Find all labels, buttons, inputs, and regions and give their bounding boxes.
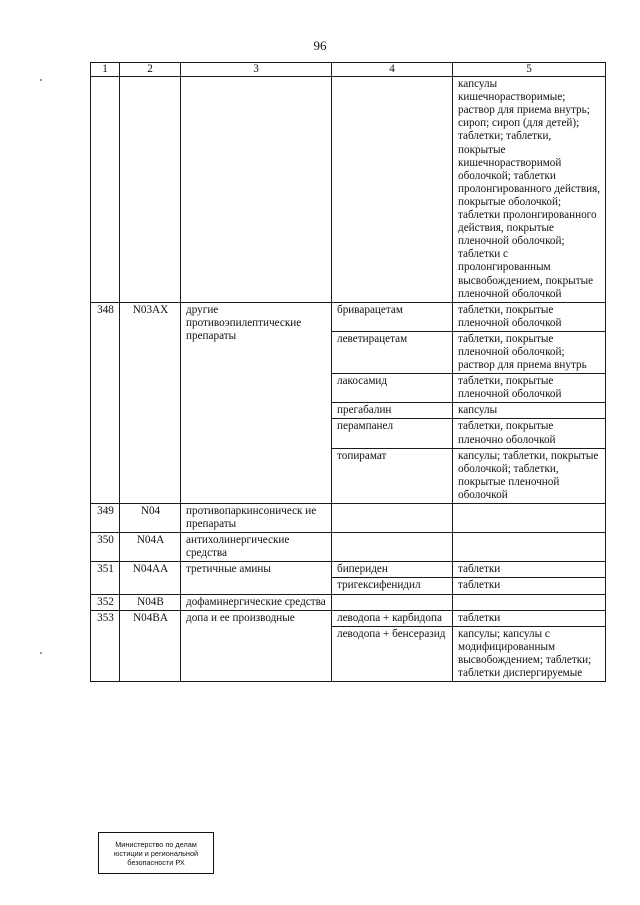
drug-cell: прегабалин bbox=[332, 403, 453, 419]
group-cell bbox=[181, 77, 332, 303]
form-cell: таблетки bbox=[453, 578, 606, 594]
drug-cell: леводопа + бенсеразид bbox=[332, 626, 453, 681]
code-cell bbox=[120, 77, 181, 303]
form-cell: таблетки, покрытые пленочной оболочкой bbox=[453, 302, 606, 331]
group-cell: антихолинергические средства bbox=[181, 533, 332, 562]
table-row-348 bbox=[91, 302, 606, 331]
num-cell: 348 bbox=[91, 302, 120, 503]
margin-mark bbox=[40, 652, 42, 654]
num-cell: 349 bbox=[91, 504, 120, 533]
drug-cell bbox=[332, 594, 453, 610]
form-cell: таблетки bbox=[453, 562, 606, 578]
drug-cell: топирамат bbox=[332, 448, 453, 503]
table-row-continuation bbox=[91, 77, 606, 303]
table-row-352 bbox=[91, 594, 606, 610]
stamp-line: юстиции и региональной bbox=[113, 848, 199, 858]
drug-cell: перампанел bbox=[332, 419, 453, 448]
drug-cell: леветирацетам bbox=[332, 331, 453, 373]
header-cell: 2 bbox=[120, 63, 181, 77]
form-cell: таблетки, покрытые пленочной оболочкой; раствор для приема внутрь bbox=[453, 331, 606, 373]
group-cell: противопаркинсоническ ие препараты bbox=[181, 504, 332, 533]
stamp-line: Министерство по делам bbox=[115, 839, 197, 849]
num-cell bbox=[91, 77, 120, 303]
code-cell: N03AX bbox=[120, 302, 181, 503]
group-cell: дофаминергические средства bbox=[181, 594, 332, 610]
drug-cell: леводопа + карбидопа bbox=[332, 610, 453, 626]
code-cell: N04A bbox=[120, 533, 181, 562]
num-cell: 353 bbox=[91, 610, 120, 681]
group-cell: третичные амины bbox=[181, 562, 332, 594]
drug-cell bbox=[332, 77, 453, 303]
drug-cell bbox=[332, 504, 453, 533]
header-cell: 5 bbox=[453, 63, 606, 77]
code-cell: N04 bbox=[120, 504, 181, 533]
num-cell: 350 bbox=[91, 533, 120, 562]
margin-mark bbox=[40, 79, 42, 81]
group-cell: допа и ее производные bbox=[181, 610, 332, 681]
drug-cell: бипериден bbox=[332, 562, 453, 578]
header-cell: 1 bbox=[91, 63, 120, 77]
form-cell bbox=[453, 533, 606, 562]
header-cell: 3 bbox=[181, 63, 332, 77]
header-cell: 4 bbox=[332, 63, 453, 77]
form-cell: капсулы bbox=[453, 403, 606, 419]
header-row bbox=[91, 63, 606, 77]
drug-cell: лакосамид bbox=[332, 374, 453, 403]
drug-cell: тригексифенидил bbox=[332, 578, 453, 594]
stamp-line: безопасности РХ bbox=[127, 857, 185, 867]
num-cell: 352 bbox=[91, 594, 120, 610]
form-cell bbox=[453, 594, 606, 610]
table-row-353 bbox=[91, 610, 606, 626]
form-cell: таблетки, покрытые пленочной оболочкой bbox=[453, 374, 606, 403]
group-cell: другие противоэпилептические препараты bbox=[181, 302, 332, 503]
form-cell: капсулы; таблетки, покрытые оболочкой; таблетки, покрытые пленочной оболочкой bbox=[453, 448, 606, 503]
drug-cell: бриварацетам bbox=[332, 302, 453, 331]
table-row-351 bbox=[91, 562, 606, 578]
page-number: 96 bbox=[313, 38, 327, 53]
table-row-349 bbox=[91, 504, 606, 533]
form-cell: таблетки, покрытые пленочно оболочкой bbox=[453, 419, 606, 448]
code-cell: N04AA bbox=[120, 562, 181, 594]
ministry-stamp bbox=[98, 832, 214, 874]
drug-table bbox=[90, 62, 606, 682]
form-cell bbox=[453, 504, 606, 533]
code-cell: N04B bbox=[120, 594, 181, 610]
code-cell: N04BA bbox=[120, 610, 181, 681]
form-cell: капсулы кишечнорастворимые; раствор для приема внутрь; сироп; сироп (для детей); таблетки; таблетки, покрытые кишечнорастворимой оболочкой; таблетки пролонгированного действия, покрытые оболочкой; таблетки пролонгированного действия, покрытые пленочной оболочкой; таблетки с пролонгированным высвобождением, покрытые пленочной оболочкой bbox=[453, 77, 606, 303]
drug-cell bbox=[332, 533, 453, 562]
num-cell: 351 bbox=[91, 562, 120, 594]
form-cell: капсулы; капсулы с модифицированным высвобождением; таблетки; таблетки диспергируемые bbox=[453, 626, 606, 681]
form-cell: таблетки bbox=[453, 610, 606, 626]
table-row-350 bbox=[91, 533, 606, 562]
